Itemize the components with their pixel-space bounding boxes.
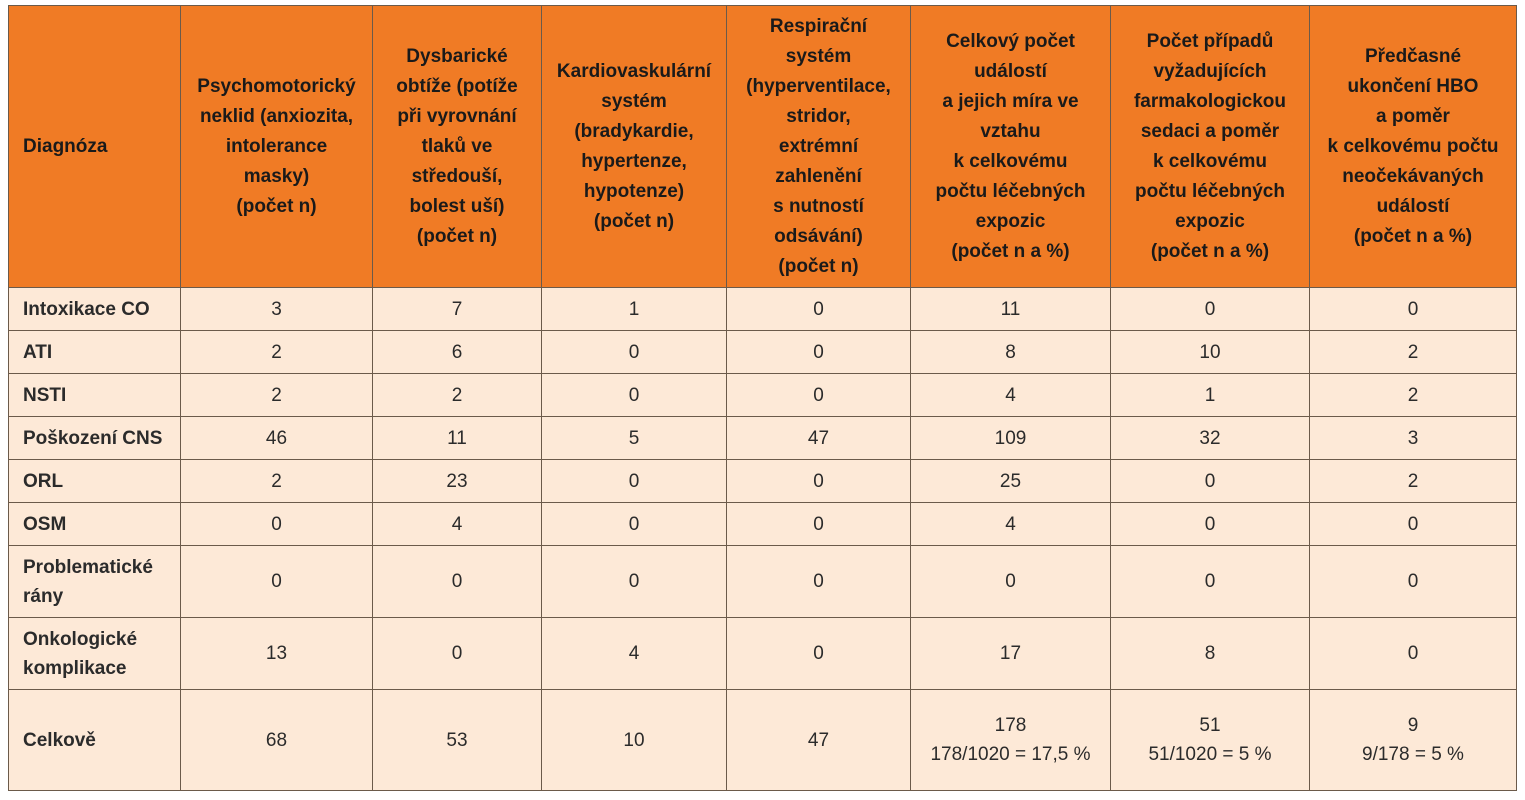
cell-diagnosis: NSTI [9,374,181,417]
cell-sedation: 0 [1111,503,1310,546]
header-early-termination: Předčasné ukončení HBO a poměr k celkovému počtu neočekávaných událostí (počet n a %) [1310,6,1517,288]
header-total-events: Celkový počet událostí a jejich míra ve vztahu k celkovému počtu léčebných expozic (počet n a %) [911,6,1111,288]
cell-dysbaric: 11 [373,417,542,460]
cell-early-termination: 0 [1310,503,1517,546]
cell-psychomotor-total: 68 [181,690,373,791]
header-row [9,6,1517,288]
cell-dysbaric: 7 [373,288,542,331]
table-row [9,546,1517,618]
sedation-ratio: 51/1020 = 5 % [1148,744,1272,765]
cell-cardiovascular: 4 [542,618,727,690]
table-row [9,503,1517,546]
cell-respiratory-total: 47 [727,690,911,791]
cell-diagnosis-total: Celkově [9,690,181,791]
cell-psychomotor: 0 [181,503,373,546]
table-row [9,331,1517,374]
table-body [9,288,1517,791]
cell-psychomotor: 2 [181,331,373,374]
cell-total-events: 25 [911,460,1111,503]
early-termination-count: 9 [1407,715,1419,736]
cell-early-termination-total [1310,690,1517,791]
table-header [9,6,1517,288]
total-events-ratio: 178/1020 = 17,5 % [930,744,1091,765]
early-termination-ratio: 9/178 = 5 % [1362,744,1464,765]
cell-cardiovascular: 1 [542,288,727,331]
cell-sedation: 0 [1111,288,1310,331]
cell-respiratory: 0 [727,331,911,374]
table-row [9,288,1517,331]
cell-diagnosis: OSM [9,503,181,546]
cell-total-events: 4 [911,374,1111,417]
cell-dysbaric: 6 [373,331,542,374]
cell-diagnosis: ORL [9,460,181,503]
cell-sedation: 32 [1111,417,1310,460]
cell-total-events: 0 [911,546,1111,618]
cell-early-termination: 2 [1310,460,1517,503]
cell-total-events-total [911,690,1111,791]
header-dysbaric: Dysbarické obtíže (potíže při vyrovnání tlaků ve středouší, bolest uší) (počet n) [373,6,542,288]
cell-dysbaric: 2 [373,374,542,417]
cell-respiratory: 0 [727,288,911,331]
cell-cardiovascular: 5 [542,417,727,460]
cell-sedation: 8 [1111,618,1310,690]
table-row [9,618,1517,690]
cell-sedation: 0 [1111,460,1310,503]
cell-early-termination: 2 [1310,331,1517,374]
cell-psychomotor: 3 [181,288,373,331]
cell-diagnosis: Poškození CNS [9,417,181,460]
header-sedation: Počet případů vyžadujících farmakologickou sedaci a poměr k celkovému počtu léčebných expozic (počet n a %) [1111,6,1310,288]
cell-cardiovascular: 0 [542,331,727,374]
cell-cardiovascular: 0 [542,503,727,546]
adverse-events-table [8,5,1517,791]
cell-cardiovascular: 0 [542,460,727,503]
cell-early-termination: 3 [1310,417,1517,460]
cell-sedation: 1 [1111,374,1310,417]
cell-psychomotor: 0 [181,546,373,618]
cell-diagnosis: Intoxikace CO [9,288,181,331]
cell-sedation: 0 [1111,546,1310,618]
header-respiratory: Respirační systém (hyperventilace, stridor, extrémní zahlenění s nutností odsávání) (počet n) [727,6,911,288]
total-row [9,690,1517,791]
cell-respiratory: 47 [727,417,911,460]
cell-early-termination: 0 [1310,618,1517,690]
cell-psychomotor: 13 [181,618,373,690]
cell-cardiovascular: 0 [542,546,727,618]
cell-sedation-total [1111,690,1310,791]
table-row [9,460,1517,503]
cell-psychomotor: 2 [181,374,373,417]
cell-psychomotor: 2 [181,460,373,503]
cell-respiratory: 0 [727,460,911,503]
header-diagnosis: Diagnóza [9,6,181,288]
cell-sedation: 10 [1111,331,1310,374]
cell-respiratory: 0 [727,374,911,417]
cell-total-events: 109 [911,417,1111,460]
cell-respiratory: 0 [727,546,911,618]
cell-respiratory: 0 [727,503,911,546]
cell-diagnosis: Onkologické komplikace [9,618,181,690]
total-events-count: 178 [994,715,1027,736]
table-row [9,374,1517,417]
sedation-count: 51 [1199,715,1221,736]
cell-dysbaric: 23 [373,460,542,503]
cell-cardiovascular-total: 10 [542,690,727,791]
cell-cardiovascular: 0 [542,374,727,417]
cell-total-events: 4 [911,503,1111,546]
cell-early-termination: 0 [1310,546,1517,618]
table-row [9,417,1517,460]
cell-dysbaric-total: 53 [373,690,542,791]
cell-early-termination: 0 [1310,288,1517,331]
cell-total-events: 11 [911,288,1111,331]
cell-dysbaric: 0 [373,618,542,690]
cell-early-termination: 2 [1310,374,1517,417]
cell-total-events: 8 [911,331,1111,374]
cell-respiratory: 0 [727,618,911,690]
cell-diagnosis: Problematické rány [9,546,181,618]
cell-psychomotor: 46 [181,417,373,460]
cell-diagnosis: ATI [9,331,181,374]
header-cardiovascular: Kardiovaskulární systém (bradykardie, hypertenze, hypotenze) (počet n) [542,6,727,288]
cell-dysbaric: 0 [373,546,542,618]
cell-total-events: 17 [911,618,1111,690]
table-container [8,5,1516,795]
header-psychomotor: Psychomotorický neklid (anxiozita, intolerance masky) (počet n) [181,6,373,288]
cell-dysbaric: 4 [373,503,542,546]
